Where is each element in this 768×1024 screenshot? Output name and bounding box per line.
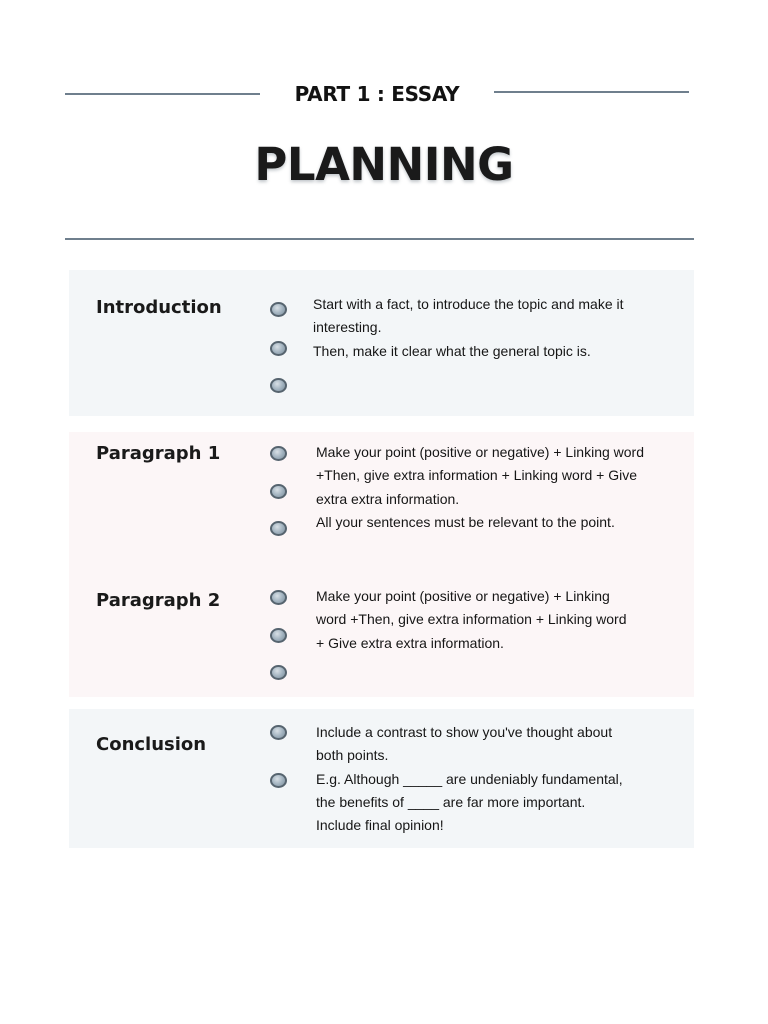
bullet-circle-icon: [270, 521, 287, 536]
bullet-circle-icon: [270, 665, 287, 680]
text-line: word +Then, give extra information + Linking word: [316, 611, 627, 628]
page-title: PLANNING: [254, 138, 514, 191]
text-line: +Then, give extra information + Linking word + Give: [316, 467, 638, 484]
text-line: + Give extra extra information.: [316, 634, 504, 651]
text-line: Then, make it clear what the general topic is.: [313, 342, 591, 359]
section-label-paragraph-1: Paragraph 1: [96, 443, 221, 464]
header-rule-left: [65, 93, 260, 95]
paragraph-1-text: [316, 441, 644, 534]
bullet-circle-icon: [270, 378, 287, 393]
bullet-circle-icon: [270, 628, 287, 643]
text-line: both points.: [316, 747, 389, 764]
bullet-circle-icon: [270, 725, 287, 740]
text-line: E.g. Although _____ are undeniably fundamental,: [316, 770, 623, 787]
title-underline-rule: [65, 238, 694, 240]
header-rule-right: [494, 91, 689, 93]
text-line: All your sentences must be relevant to the point.: [316, 513, 615, 530]
paragraph-2-text: [316, 585, 627, 655]
bullet-circle-icon: [270, 302, 287, 317]
text-line: Include final opinion!: [316, 817, 444, 834]
section-label-paragraph-2: Paragraph 2: [96, 590, 221, 611]
section-label-introduction: Introduction: [96, 297, 222, 318]
conclusion-text: [316, 721, 623, 837]
text-line: extra extra information.: [316, 490, 460, 507]
bullet-circle-icon: [270, 341, 287, 356]
introduction-text: [313, 293, 624, 363]
text-line: Make your point (positive or negative) + Linking: [316, 588, 610, 604]
section-label-conclusion: Conclusion: [96, 734, 207, 755]
bullet-circle-icon: [270, 484, 287, 499]
bullet-circle-icon: [270, 773, 287, 788]
bullet-circle-icon: [270, 590, 287, 605]
part-title: PART 1 : ESSAY: [294, 82, 460, 106]
text-line: Start with a fact, to introduce the topic and make it: [313, 296, 624, 312]
bullet-circle-icon: [270, 446, 287, 461]
text-line: interesting.: [313, 319, 382, 336]
text-line: the benefits of ____ are far more important.: [316, 793, 586, 810]
text-line: Make your point (positive or negative) + Linking word: [316, 444, 645, 460]
text-line: Include a contrast to show you've thought about: [316, 724, 613, 740]
